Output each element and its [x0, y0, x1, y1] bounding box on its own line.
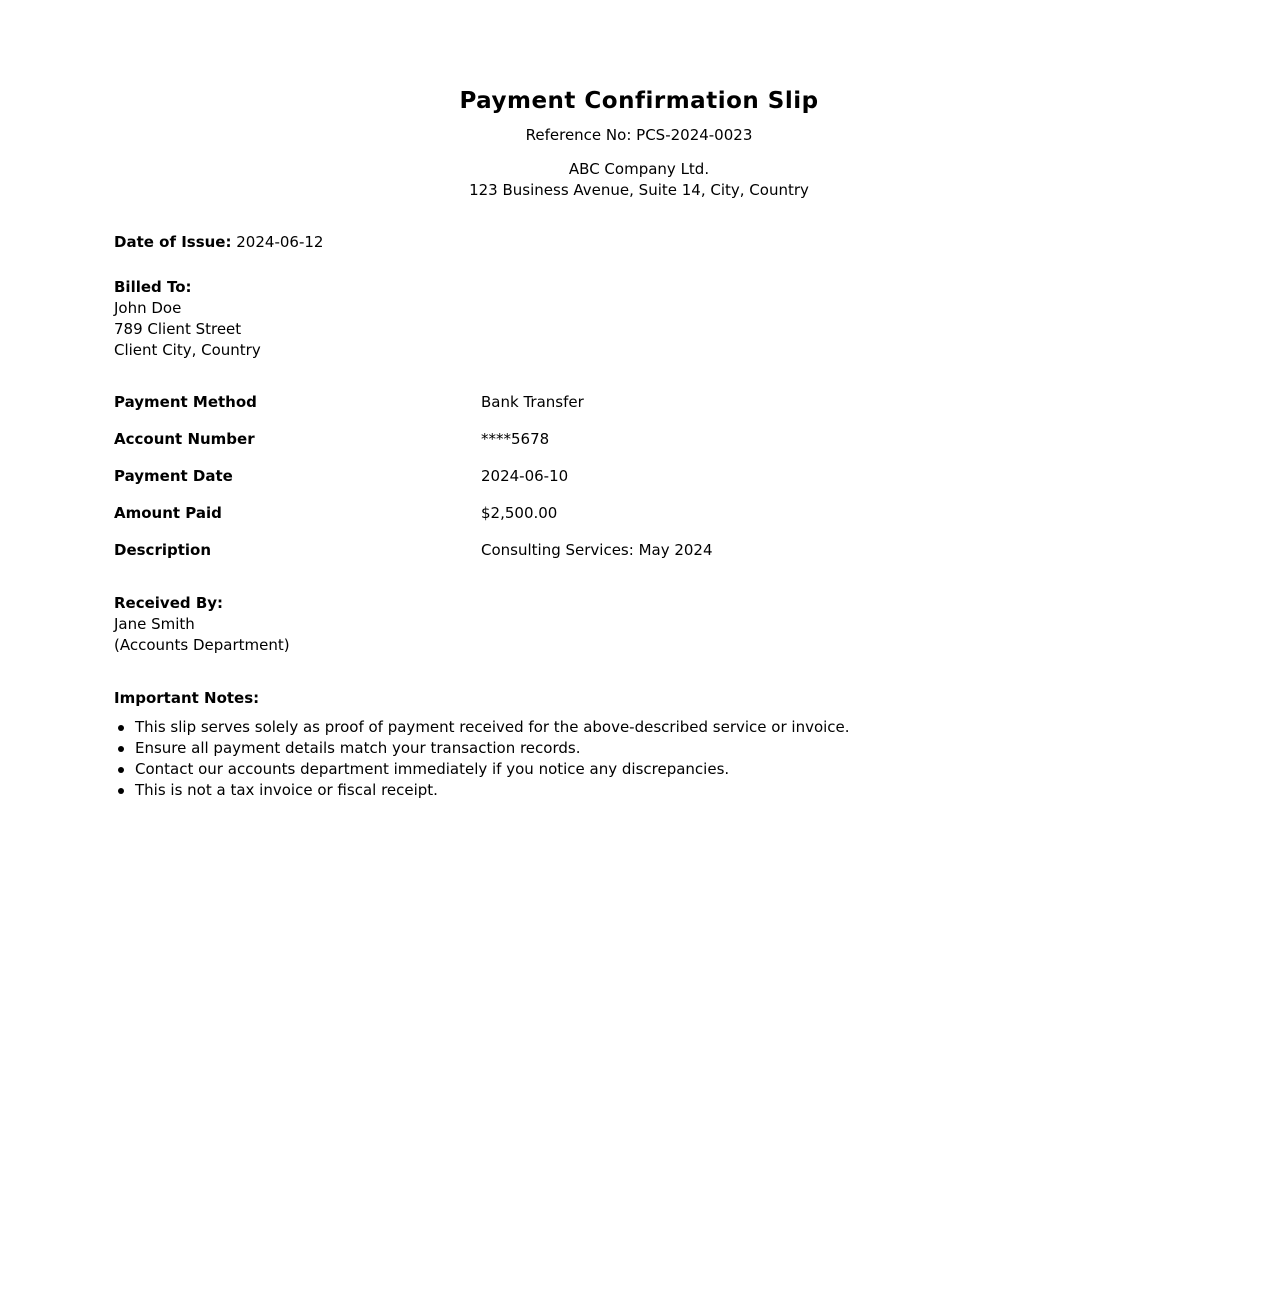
received-by-section — [114, 593, 1154, 656]
table-row — [114, 429, 713, 466]
issue-date-value: 2024-06-12 — [236, 233, 324, 251]
slip-body — [114, 232, 1154, 801]
billed-to-label: Billed To: — [114, 278, 192, 296]
reference-number: Reference No: PCS-2024-0023 — [525, 126, 753, 144]
bullet-icon — [118, 767, 124, 773]
issue-date-label: Date of Issue: — [114, 233, 232, 251]
slip-header — [0, 85, 1278, 201]
description-label: Description — [114, 541, 212, 559]
payment-method-label: Payment Method — [114, 393, 257, 411]
notes-list — [114, 717, 1154, 801]
list-item — [114, 738, 1154, 759]
company-address: 123 Business Avenue, Suite 14, City, Country — [469, 181, 809, 199]
account-number-label: Account Number — [114, 430, 255, 448]
table-row — [114, 540, 713, 577]
payment-date-label: Payment Date — [114, 467, 233, 485]
payment-details-table — [114, 392, 713, 577]
description-value: Consulting Services: May 2024 — [481, 541, 713, 559]
billed-to-street: 789 Client Street — [114, 320, 242, 338]
list-item — [114, 759, 1154, 780]
notes-title: Important Notes: — [114, 689, 260, 707]
note-text: Ensure all payment details match your transaction records. — [135, 739, 581, 757]
company-name: ABC Company Ltd. — [568, 160, 710, 178]
amount-paid-label: Amount Paid — [114, 504, 222, 522]
received-by-name: Jane Smith — [114, 615, 195, 633]
billed-to-section — [114, 277, 1154, 361]
table-row — [114, 503, 713, 540]
note-text: Contact our accounts department immediately if you notice any discrepancies. — [135, 760, 730, 778]
amount-paid-value: $2,500.00 — [481, 504, 558, 522]
payment-method-value: Bank Transfer — [481, 393, 584, 411]
account-number-value: ****5678 — [481, 430, 550, 448]
note-text: This is not a tax invoice or fiscal receipt. — [135, 781, 438, 799]
billed-to-city: Client City, Country — [114, 341, 261, 359]
list-item — [114, 717, 1154, 738]
table-row — [114, 392, 713, 429]
issue-date-row — [114, 232, 1154, 253]
table-row — [114, 466, 713, 503]
list-item — [114, 780, 1154, 801]
bullet-icon — [118, 788, 124, 794]
bullet-icon — [118, 725, 124, 731]
page-title: Payment Confirmation Slip — [459, 88, 819, 114]
received-by-label: Received By: — [114, 594, 224, 612]
received-by-department: (Accounts Department) — [114, 636, 290, 654]
important-notes-section — [114, 688, 1154, 801]
note-text: This slip serves solely as proof of payment received for the above-described service or invoice. — [135, 718, 850, 736]
payment-date-value: 2024-06-10 — [481, 467, 569, 485]
billed-to-name: John Doe — [114, 299, 182, 317]
bullet-icon — [118, 746, 124, 752]
